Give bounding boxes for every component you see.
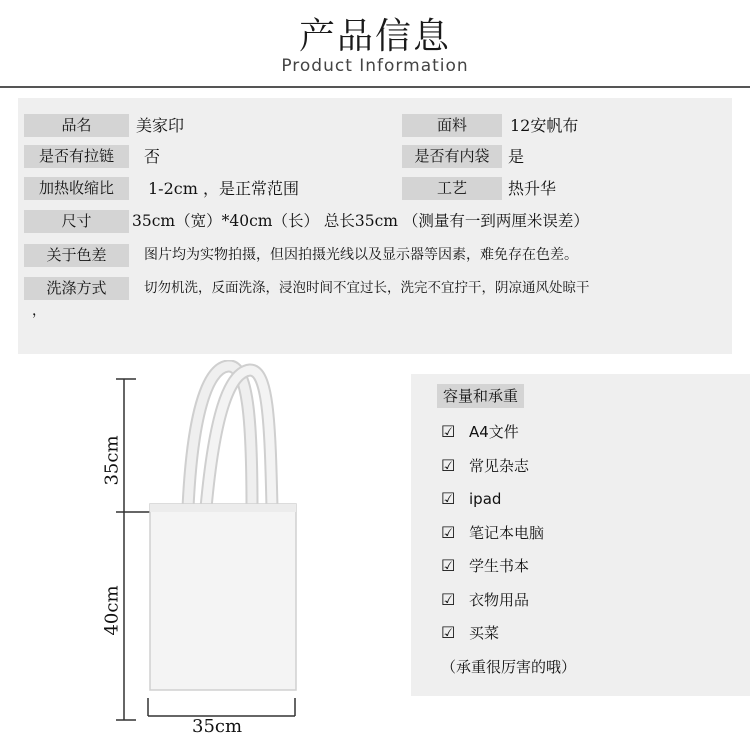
list-item: ☑ 买菜 [441,623,500,642]
product-info-panel [18,98,732,354]
checkbox-icon: ☑ [441,489,456,508]
handle-height-label: 35cm [101,435,123,486]
fabric-label: 面料 [402,114,502,137]
capacity-note: （承重很厉害的哦） [441,658,577,676]
bag-height-label: 40cm [101,585,123,636]
bag-width-label: 35cm [192,716,243,737]
wash-value: 切勿机洗，反面洗涤，浸泡时间不宜过长，洗完不宜拧干，阴凉通风处晾干 [144,280,590,296]
list-item: ☑ 学生书本 [441,556,530,575]
checkbox-icon: ☑ [441,456,456,475]
list-item: ☑ 笔记本电脑 [441,523,545,542]
color-value: 图片均为实物拍摄，但因拍摄光线以及显示器等因素，难免存在色差。 [144,247,578,263]
craft-label: 工艺 [402,177,502,200]
size-label: 尺寸 [24,210,129,233]
bag-dimension-figure [101,360,380,752]
list-item: ☑ 常见杂志 [441,456,530,475]
capacity-panel [411,374,750,696]
list-item: ☑ A4文件 [441,422,519,441]
checkbox-icon: ☑ [441,623,456,642]
zipper-value: 否 [144,147,161,166]
color-label: 关于色差 [24,244,129,267]
header-divider [0,86,750,88]
shrink-label: 加热收缩比 [24,177,129,200]
capacity-title: 容量和承重 [437,384,524,408]
tote-bag-illustration [110,360,380,752]
zipper-label: 是否有拉链 [24,145,129,168]
pocket-value: 是 [508,147,525,166]
page-title: 产品信息 [298,16,451,57]
shrink-value: 1-2cm ，是正常范围 [148,179,299,198]
checkbox-icon: ☑ [441,590,456,609]
wash-label: 洗涤方式 [24,277,129,300]
wash-tail: ， [32,303,46,319]
checkbox-icon: ☑ [441,556,456,575]
pocket-label: 是否有内袋 [402,145,502,168]
size-value: 35cm（宽）*40cm（长） 总长35cm （测量有一到两厘米误差） [132,212,589,230]
list-item: ☑ ipad [441,489,502,508]
list-item: ☑ 衣物用品 [441,590,530,609]
fabric-value: 12安帆布 [510,116,579,135]
name-value: 美家印 [136,116,185,135]
craft-value: 热升华 [508,179,557,198]
name-label: 品名 [24,114,129,137]
page-subtitle: Product Information [281,56,469,76]
checkbox-icon: ☑ [441,422,456,441]
checkbox-icon: ☑ [441,523,456,542]
